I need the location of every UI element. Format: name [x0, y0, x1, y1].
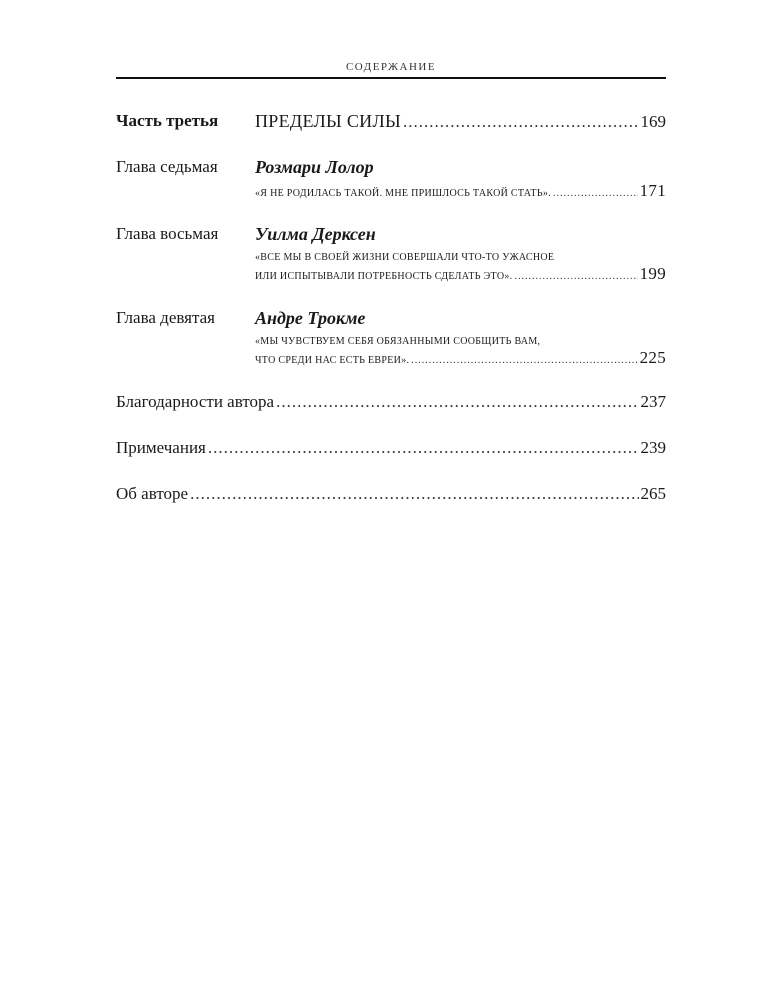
page-number: 265 [640, 484, 666, 503]
leader-dots [276, 392, 638, 412]
page-number: 225 [639, 348, 666, 367]
leader-dots [514, 269, 637, 285]
leader-dots [553, 186, 638, 202]
page-number: 237 [640, 392, 666, 411]
page-number: 171 [639, 181, 666, 200]
page-number: 169 [640, 112, 666, 131]
chapter-label: Глава девятая [116, 308, 215, 327]
chapter-author: Розмари Лолор [255, 157, 374, 177]
running-head: СОДЕРЖАНИЕ [345, 61, 437, 73]
toc-backmatter-entry[interactable] [116, 392, 666, 412]
part-label: Часть третья [116, 111, 219, 130]
backmatter-label: Об авторе [116, 484, 189, 503]
leader-dots [208, 438, 639, 458]
part-title: ПРЕДЕЛЫ СИЛЫ [255, 111, 401, 131]
chapter-author: Андре Трокме [255, 308, 366, 328]
page-number: 199 [639, 264, 666, 283]
chapter-label: Глава седьмая [116, 157, 218, 176]
toc-backmatter-entry[interactable] [116, 438, 666, 458]
chapter-label: Глава восьмая [116, 224, 219, 243]
toc-backmatter-entry[interactable] [116, 484, 666, 504]
chapter-subtitle: «Я НЕ РОДИЛАСЬ ТАКОЙ. МНЕ ПРИШЛОСЬ ТАКОЙ СТАТЬ». [255, 188, 551, 199]
leader-dots [411, 353, 637, 369]
page-number: 239 [640, 438, 666, 457]
chapter-subtitle: ИЛИ ИСПЫТЫВАЛИ ПОТРЕБНОСТЬ СДЕЛАТЬ ЭТО». [255, 271, 513, 282]
chapter-subtitle-line: «ВСЕ МЫ В СВОЕЙ ЖИЗНИ СОВЕРШАЛИ ЧТО-ТО УЖАСНОЕ [255, 252, 555, 263]
leader-dots [190, 484, 638, 504]
header-rule [116, 77, 666, 79]
backmatter-label: Благодарности автора [116, 392, 275, 411]
chapter-author: Уилма Дерксен [255, 224, 376, 244]
chapter-subtitle: ЧТО СРЕДИ НАС ЕСТЬ ЕВРЕИ». [255, 355, 410, 366]
leader-dots [403, 112, 639, 132]
chapter-subtitle-line: «МЫ ЧУВСТВУЕМ СЕБЯ ОБЯЗАННЫМИ СООБЩИТЬ ВАМ, [255, 336, 541, 347]
backmatter-label: Примечания [116, 438, 206, 457]
